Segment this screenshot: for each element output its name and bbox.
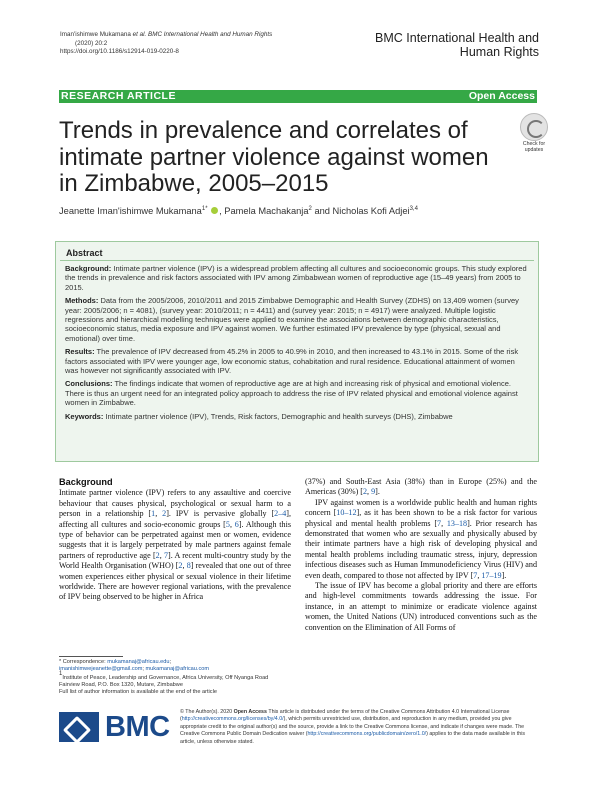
- abstract-conclusions: [65, 379, 527, 407]
- citation-link[interactable]: 2: [362, 487, 368, 497]
- citation-link[interactable]: 2: [178, 561, 183, 571]
- section-text: The prevalence of IPV decreased from 45.2% in 2005 to 40.9% in 2010, and then increased to 43.1% in 2015. Some of the risk factors associated with IPV were younger age, low economic status, cohabitation and rural residence. Educational attainment of women was however not significantly associated with IPV.: [65, 347, 519, 376]
- citation-link[interactable]: 2: [162, 509, 167, 519]
- citation-link[interactable]: 1: [151, 509, 156, 519]
- license-link[interactable]: http://creativecommons.org/publicdomain/zero/1.0/: [307, 731, 427, 738]
- author-affiliation-sup: 1*: [201, 206, 208, 212]
- citation-link[interactable]: 17–19: [481, 570, 502, 580]
- open-access-label: Open Access: [468, 90, 535, 102]
- email-link[interactable]: mukamanaj@africau.com: [145, 666, 210, 673]
- body-left-column: [59, 477, 291, 603]
- section-text: Intimate partner violence (IPV), Trends, Risk factors, Demographic and health surveys (DHS), Zimbabwe: [105, 411, 453, 421]
- citation-link[interactable]: 8: [186, 561, 191, 571]
- author-info-note: Full list of author information is available at the end of the article: [59, 689, 217, 696]
- journal-name: [339, 31, 539, 59]
- body-right-column: [305, 477, 537, 633]
- citation-link[interactable]: 2: [155, 550, 160, 560]
- footnote-divider: [59, 656, 123, 657]
- body-paragraph: Intimate partner violence (IPV) refers to any assaultive and coercive behaviour that causes physical, psychological or sexual harm to a person in a relationship [1, 2]. IPV is pervasive globally [2–4], affecting all cultures and socio-economic groups [5, 6]. Although this type of behavior can be perpetrated against men or women, evidence suggests that it is largely perpetrated by male partners against female partners of reproductive age [2, 7]. A recent multi-country study by the World Health Organisation (WHO) [2, 8] revealed that one out of three women experiences either physical or sexual violence in their lifetime worldwide. There are however regional variations, with the prevalence of IPV being observed to be higher in Africa: [59, 488, 292, 602]
- email-link[interactable]: imanishimwejeanette@gmail.com: [59, 666, 143, 673]
- body-paragraph: IPV against women is a worldwide public health and human rights concern [10–12], as it has been shown to be a risk factor for various physical and mental health problems [7, 13–18]. Prior research has demonstrated that women who are sexually and physically abused by their intimate partners have a high risk of developing physical and mental health problems including traumatic stress, injury, depression infectious diseases such as Human Immunodeficiency Virus (HIV) and even death, compared to those not affected by IPV [7, 17–19].: [305, 497, 537, 580]
- section-label: Conclusions:: [65, 379, 113, 389]
- doi-link[interactable]: https://doi.org/10.1186/s12914-019-0220-8: [60, 48, 179, 56]
- affiliation: [59, 670, 289, 690]
- refresh-icon: [520, 113, 548, 141]
- orcid-icon[interactable]: [211, 207, 218, 214]
- citation-link[interactable]: 7: [163, 550, 169, 560]
- abstract-box: [55, 241, 539, 462]
- open-access-label: Open Access: [233, 709, 267, 715]
- abstract-body: [65, 264, 527, 425]
- affiliation-sup: 1: [59, 670, 63, 677]
- affiliation-text: Institute of Peace, Leadership and Governance, Africa University, Off Nyanga Road Fairview Road, P.O. Box 1320, Mutare, Zimbabwe: [59, 674, 269, 688]
- abstract-methods: [65, 296, 527, 343]
- section-label: Methods:: [65, 296, 99, 306]
- abstract-divider: [60, 260, 534, 261]
- article-type-band: [59, 90, 537, 103]
- check-for-updates-badge[interactable]: [519, 113, 549, 153]
- citation-authors: Iman'ishimwe Mukamana: [60, 31, 133, 38]
- citation-header: [60, 31, 272, 57]
- journal-name-line1: BMC International Health and: [375, 31, 539, 45]
- abstract-heading: Abstract: [66, 248, 103, 258]
- citation-link[interactable]: 2–4: [274, 509, 287, 519]
- license-statement: © The Author(s). 2020 Open Access This article is distributed under the terms of the Creative Commons Attribution 4.0 International License (http://creativecommons.org/licenses/by/4.0/), which permits unrestricted use, distribution, and reproduction in any medium, provided you give appropriate credit to the original author(s) and the source, provide a link to the Creative Commons license, and indicate if changes were made. The Creative Commons Public Domain Dedication waiver (http://creativecommons.org/publicdomain/zero/1.0/) applies to the data made available in this article, unless otherwise stated.: [180, 709, 526, 745]
- abstract-background: [65, 264, 527, 292]
- author-name: and Nicholas Kofi Adjei: [311, 206, 410, 216]
- citation-link[interactable]: 7: [473, 570, 478, 580]
- license-link[interactable]: http://creativecommons.org/licenses/by/4.0/: [181, 716, 284, 723]
- author-affiliation-sup: 3,4: [409, 206, 418, 212]
- section-label: Background:: [65, 264, 112, 273]
- section-text: The findings indicate that women of reproductive age are at high and increasing risk of physical and emotional violence. There is thus an urgent need for an integrated policy approach to address the rise of IPV related physical and emotional violence against women in Zimbabwe.: [65, 379, 518, 408]
- section-text: Data from the 2005/2006, 2010/2011 and 2015 Zimbabwe Demographic and Health Survey (ZDHS) on 13,409 women (survey year: 2005/2006; n = 4081), (survey year: 2010/2011; n = 4411) and (survey year: 2015; n = 4917) were analyzed. Multiple logistic regressions and hierarchical modelling techniques were applied to examine the associations between demographic characteristics, socioeconomic status, media exposure and IPV against women. We further estimated IPV prevalence by type (physical, sexual and emotional) over time.: [65, 296, 519, 343]
- correspondence: * Correspondence: mukamanaj@africau.edu;: [59, 659, 172, 665]
- journal-name-line2: Human Rights: [459, 45, 539, 59]
- author-name: , Pamela Machakanja: [219, 206, 309, 216]
- citation-journal: et al. BMC International Health and Human Rights: [132, 31, 273, 38]
- abstract-keywords: [65, 412, 527, 421]
- article-title: Trends in prevalence and correlates of intimate partner violence against women in Zimbabwe, 2005–2015: [59, 117, 489, 197]
- citation-link[interactable]: 6: [234, 519, 239, 529]
- footnote: [59, 659, 289, 696]
- bmc-logo-text: BMC: [105, 711, 170, 743]
- citation-link[interactable]: 13–18: [446, 518, 468, 528]
- author-name: Jeanette Iman'ishimwe Mukamana: [59, 206, 202, 216]
- bmc-logo: [59, 710, 169, 744]
- citation-link[interactable]: 10–12: [336, 508, 357, 518]
- author-list: [59, 205, 539, 217]
- author-affiliation-sup: 2: [308, 206, 312, 212]
- section-label: Keywords:: [65, 411, 104, 421]
- correspondence-emails: imanishimwejeanette@gmail.com; mukamanaj@africau.com: [59, 666, 210, 673]
- section-text: Intimate partner violence (IPV) is a widespread problem affecting all cultures and socioeconomic groups. This study explored the trends in prevalence and risk factors associated with IPV among Zimbabwean women of reproductive age (15–49 years) from 2005 to 2015.: [65, 264, 527, 292]
- check-for-updates-label: Check for updates: [522, 141, 546, 153]
- background-heading: Background: [59, 477, 113, 487]
- citation-link[interactable]: 5: [225, 519, 230, 529]
- citation-link[interactable]: 7: [437, 518, 442, 528]
- email-link[interactable]: mukamanaj@africau.edu: [107, 659, 170, 665]
- body-paragraph: The issue of IPV has become a global priority and there are efforts and high-level commitments towards addressing the issue. For instance, in an attempt to minimize or eradicate violence against women, the United Nations (UN) introduced conventions such as the convention on the Elimination of All Forms of: [305, 581, 537, 632]
- article-type-label: RESEARCH ARTICLE: [61, 90, 176, 102]
- citation-link[interactable]: 9: [371, 487, 376, 497]
- section-label: Results:: [65, 347, 95, 357]
- bmc-logo-icon: [59, 712, 99, 742]
- citation-volume: (2020) 20:2: [75, 39, 108, 47]
- abstract-results: [65, 347, 527, 375]
- body-paragraph: (37%) and South-East Asia (38%) than in Europe (25%) and the Americas (30%) [2, 9].: [305, 477, 537, 497]
